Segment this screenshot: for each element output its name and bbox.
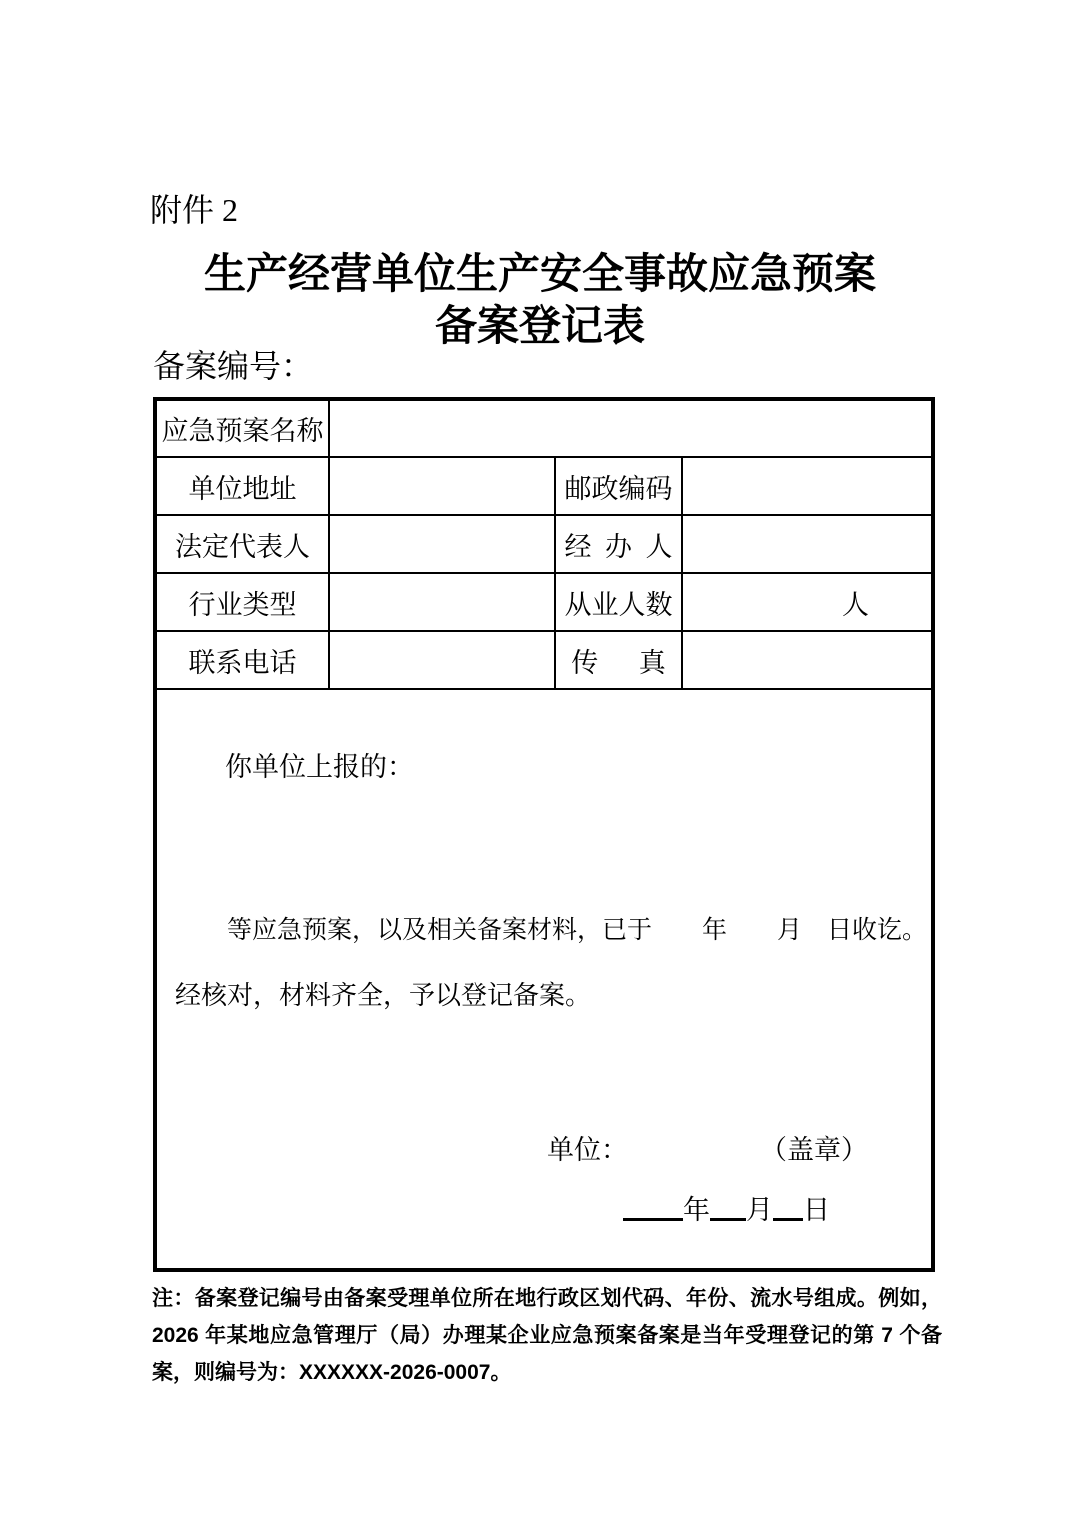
emergency-plan-name-value-cell — [329, 399, 933, 457]
filing-number-label: 备案编号： — [153, 348, 314, 384]
fax-label: 传 真 — [555, 631, 682, 689]
unit-address-label: 单位地址 — [155, 457, 329, 515]
employee-count-label: 从业人数 — [555, 573, 682, 631]
table-row — [155, 399, 933, 457]
contact-phone-value-cell — [329, 631, 555, 689]
title-line-2: 备案登记表 — [434, 302, 645, 349]
month-label: 月 — [746, 1195, 773, 1225]
title-line-1: 生产经营单位生产安全事故应急预案 — [203, 250, 876, 297]
unit-seal-line — [547, 1128, 868, 1167]
contact-phone-label: 联系电话 — [155, 631, 329, 689]
year-blank — [623, 1213, 683, 1221]
fax-value-cell — [682, 631, 933, 689]
table-row — [155, 457, 933, 515]
table-row — [155, 689, 933, 1270]
table-row — [155, 573, 933, 631]
footnote-text: 注：备案登记编号由备案受理单位所在地行政区划代码、年份、流水号组成。例如，2026 年某地应急管理厅（局）办理某企业应急预案备案是当年受理登记的第 7 个备案，则编号为：XXXXXX-2026-0007。 — [152, 1287, 942, 1384]
month-blank — [710, 1213, 746, 1221]
postal-code-value-cell — [682, 457, 933, 515]
attachment-label: 附件 2 — [150, 192, 239, 228]
handler-value-cell — [682, 515, 933, 573]
industry-type-value-cell — [329, 573, 555, 631]
handler-label: 经 办 人 — [555, 515, 682, 573]
seal-label: （盖章） — [760, 1135, 868, 1165]
emergency-plan-name-label: 应急预案名称 — [155, 399, 329, 457]
day-label: 日 — [803, 1195, 830, 1225]
unit-label: 单位： — [547, 1135, 628, 1165]
receipt-statement: 等应急预案，以及相关备案材料，已于 年 月 日收讫。 — [227, 917, 928, 944]
year-label: 年 — [683, 1195, 710, 1225]
date-line — [623, 1188, 830, 1227]
statement-body — [157, 690, 931, 1268]
verification-statement: 经核对，材料齐全，予以登记备案。 — [175, 981, 592, 1010]
report-intro-text: 你单位上报的： — [225, 752, 414, 782]
postal-code-label: 邮政编码 — [555, 457, 682, 515]
legal-representative-label: 法定代表人 — [155, 515, 329, 573]
registration-form-table — [153, 397, 935, 1272]
statement-body-cell — [155, 689, 933, 1270]
legal-representative-value-cell — [329, 515, 555, 573]
day-blank — [773, 1213, 803, 1221]
table-row — [155, 631, 933, 689]
unit-address-value-cell — [329, 457, 555, 515]
industry-type-label: 行业类型 — [155, 573, 329, 631]
table-row — [155, 515, 933, 573]
employee-count-value-cell: 人 — [682, 573, 933, 631]
form-title — [0, 248, 1080, 352]
